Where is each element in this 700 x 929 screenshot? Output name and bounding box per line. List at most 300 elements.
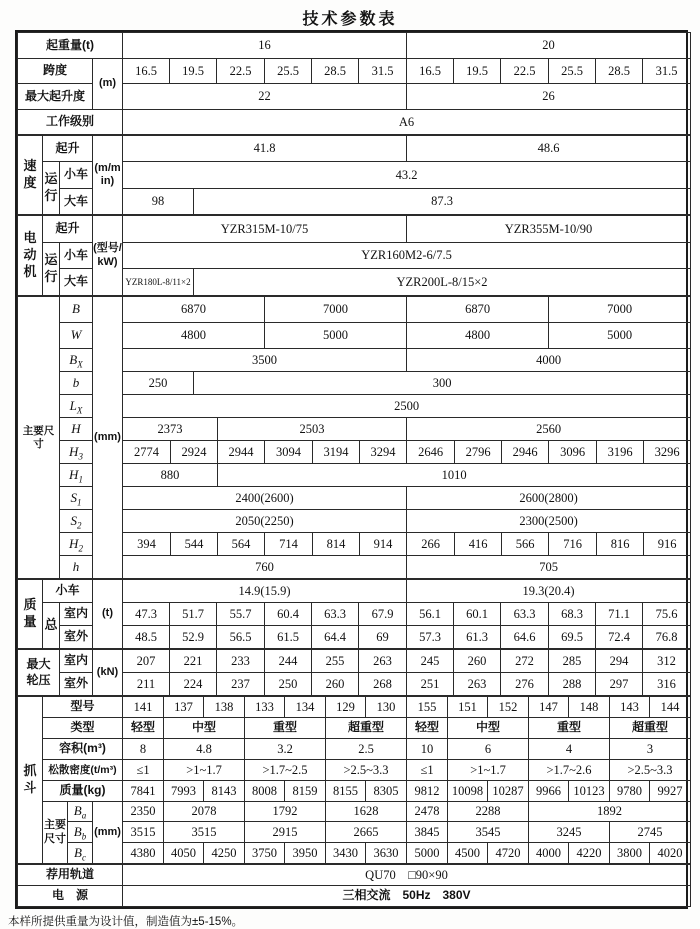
cell: 22 — [123, 84, 407, 110]
cell: 211 — [123, 673, 170, 696]
cell: 268 — [359, 673, 407, 696]
table-row — [18, 297, 691, 323]
cell: 2600(2800) — [407, 487, 691, 510]
label-duty-class: 工作级别 — [18, 110, 123, 135]
table-row — [18, 59, 691, 84]
label: 轻型 — [123, 718, 164, 739]
cell: 237 — [217, 673, 265, 696]
cell: 263 — [454, 673, 501, 696]
band-capacity-span — [17, 32, 691, 135]
unit-mm: (mm) — [93, 297, 123, 579]
cell: 2944 — [218, 441, 265, 464]
label-travel: 运行 — [43, 243, 60, 296]
spec-table — [15, 30, 688, 909]
cell: 155 — [407, 697, 448, 718]
cell: 266 — [407, 533, 455, 556]
cell: 10287 — [488, 781, 529, 802]
label-dim-B: B — [60, 297, 93, 323]
cell: >2.5~3.3 — [610, 760, 691, 781]
table-row — [18, 136, 691, 162]
cell: 56.5 — [217, 626, 265, 649]
cell: 51.7 — [170, 603, 217, 626]
value-power: 三相交流 50Hz 380V — [123, 886, 691, 907]
cell: 1892 — [529, 802, 691, 822]
cell: 880 — [123, 464, 218, 487]
cell: 2796 — [455, 441, 502, 464]
cell: 8155 — [326, 781, 366, 802]
cell: 2774 — [123, 441, 171, 464]
cell: 221 — [170, 650, 217, 673]
symbol-subscript: c — [81, 852, 86, 863]
cell: 31.5 — [359, 59, 407, 84]
symbol-base: S — [70, 512, 77, 528]
cell: 4000 — [529, 843, 569, 864]
cell: >1.7~2.5 — [245, 760, 326, 781]
cell: 8143 — [204, 781, 245, 802]
cell: 251 — [407, 673, 454, 696]
label-hoisting: 起升 — [43, 216, 93, 243]
cell: 7841 — [123, 781, 164, 802]
label: 轻型 — [407, 718, 448, 739]
cell: 2665 — [326, 822, 407, 843]
cell: 6870 — [123, 297, 265, 323]
cell: 63.3 — [501, 603, 549, 626]
label-power-supply: 电 源 — [18, 886, 123, 907]
label-outdoor: 室外 — [60, 626, 93, 649]
cell: 26 — [407, 84, 691, 110]
cell: 4050 — [164, 843, 204, 864]
symbol-base: B — [69, 351, 78, 367]
cell: 16.5 — [407, 59, 454, 84]
cell: 4000 — [407, 349, 691, 372]
cell: 2946 — [502, 441, 549, 464]
cell: 55.7 — [217, 603, 265, 626]
cell: 19.5 — [454, 59, 501, 84]
cell: 245 — [407, 650, 454, 673]
symbol-subscript: 1 — [77, 497, 82, 508]
label-dim-Bc — [68, 843, 93, 864]
cell: 272 — [501, 650, 549, 673]
cell: 138 — [204, 697, 245, 718]
cell: 141 — [123, 697, 164, 718]
label-dim-Ba — [68, 802, 93, 822]
cell: 2915 — [245, 822, 326, 843]
label-dim-Bb — [68, 822, 93, 843]
cell: 9812 — [407, 781, 448, 802]
cell: 394 — [123, 533, 171, 556]
cell: 2.5 — [326, 739, 407, 760]
unit-m-min: (m/min) — [93, 136, 123, 215]
unit-model-kw: (型号/kW) — [93, 216, 123, 296]
cell: 22.5 — [217, 59, 265, 84]
symbol-subscript: 2 — [77, 520, 82, 531]
cell: 14.9(15.9) — [123, 580, 407, 603]
table-row — [18, 216, 691, 243]
cell: 3194 — [313, 441, 360, 464]
cell: 1628 — [326, 802, 407, 822]
page-title: 技术参数表 — [302, 11, 398, 28]
cell: 714 — [265, 533, 313, 556]
label-type: 类型 — [43, 718, 123, 739]
label-crane-travel: 大车 — [60, 189, 93, 215]
cell: 48.6 — [407, 136, 691, 162]
cell: A6 — [123, 110, 691, 135]
cell: 52.9 — [170, 626, 217, 649]
cell: 4.8 — [164, 739, 245, 760]
symbol-base: B — [73, 823, 82, 839]
cell: 5000 — [265, 323, 407, 349]
cell: 64.6 — [501, 626, 549, 649]
cell: >1~1.7 — [448, 760, 529, 781]
label-dim-Bx — [60, 349, 93, 372]
cell: 288 — [549, 673, 596, 696]
cell: 61.5 — [265, 626, 312, 649]
cell: 3430 — [326, 843, 366, 864]
cell: 244 — [265, 650, 312, 673]
table-row — [18, 33, 691, 59]
label-dim-H3 — [60, 441, 93, 464]
label-trolley: 小车 — [60, 162, 93, 189]
cell: 151 — [448, 697, 488, 718]
cell: 816 — [597, 533, 644, 556]
unit-kn: (kN) — [93, 650, 123, 696]
label-dim-b: b — [60, 372, 93, 395]
band-rail-power — [17, 864, 691, 907]
label-indoor: 室内 — [60, 603, 93, 626]
band-max-wheel-load — [17, 649, 691, 696]
cell: 19.3(20.4) — [407, 580, 691, 603]
cell: 134 — [285, 697, 326, 718]
cell: 3094 — [265, 441, 313, 464]
cell: 144 — [650, 697, 691, 718]
cell: 6 — [448, 739, 529, 760]
cell: 8 — [123, 739, 164, 760]
symbol-subscript: 3 — [78, 451, 83, 462]
cell: 152 — [488, 697, 529, 718]
cell: 300 — [194, 372, 691, 395]
cell: 76.8 — [643, 626, 691, 649]
cell: 7000 — [549, 297, 691, 323]
label-dim-W: W — [60, 323, 93, 349]
symbol-subscript: a — [81, 810, 87, 821]
cell: 3515 — [123, 822, 164, 843]
cell: 147 — [529, 697, 569, 718]
cell: 705 — [407, 556, 691, 579]
label-dim-H1 — [60, 464, 93, 487]
cell: 4020 — [650, 843, 691, 864]
cell: 69.5 — [549, 626, 596, 649]
band-mass — [17, 579, 691, 649]
band-motor — [17, 215, 691, 296]
cell: 3096 — [549, 441, 597, 464]
label-outdoor: 室外 — [60, 673, 93, 696]
symbol-subscript: 2 — [78, 543, 83, 554]
cell: 3296 — [644, 441, 691, 464]
cell: ≤1 — [407, 760, 448, 781]
cell: 61.3 — [454, 626, 501, 649]
cell: 9966 — [529, 781, 569, 802]
cell: 10 — [407, 739, 448, 760]
label-dim-H: H — [60, 418, 93, 441]
cell: 3.2 — [245, 739, 326, 760]
cell: 2400(2600) — [123, 487, 407, 510]
label-dim-S1 — [60, 487, 93, 510]
cell: 416 — [455, 533, 502, 556]
unit-t: (t) — [93, 580, 123, 649]
table-row — [18, 718, 691, 739]
cell: 3 — [610, 739, 691, 760]
cell: 98 — [123, 189, 194, 215]
symbol-base: B — [73, 803, 82, 819]
table-row — [18, 650, 691, 673]
cell: 4 — [529, 739, 610, 760]
symbol-subscript: X — [76, 405, 83, 416]
label-indoor: 室内 — [60, 650, 93, 673]
cell: 67.9 — [359, 603, 407, 626]
symbol-base: S — [70, 489, 77, 505]
cell: 9780 — [610, 781, 650, 802]
cell: 3800 — [610, 843, 650, 864]
cell: 716 — [549, 533, 597, 556]
cell: >2.5~3.3 — [326, 760, 407, 781]
label: 超重型 — [610, 718, 691, 739]
cell: 60.1 — [454, 603, 501, 626]
band-speed — [17, 135, 691, 215]
label-recommended-rail: 荐用轨道 — [18, 865, 123, 886]
cell: YZR200L-8/15×2 — [194, 269, 691, 296]
cell: 2500 — [123, 395, 691, 418]
cell: 294 — [596, 650, 643, 673]
cell: 3515 — [164, 822, 245, 843]
cell: 56.1 — [407, 603, 454, 626]
cell: 276 — [501, 673, 549, 696]
label-bulk-density: 松散密度(t/m³) — [43, 760, 123, 781]
cell: 3950 — [285, 843, 326, 864]
cell: 4250 — [204, 843, 245, 864]
table-row — [18, 886, 691, 907]
label: 重型 — [245, 718, 326, 739]
cell: 2646 — [407, 441, 455, 464]
table-row — [18, 802, 691, 822]
cell: 3545 — [448, 822, 529, 843]
footnote: 本样所提供重量为设计值，制造值为±5-15%。 — [8, 916, 244, 928]
symbol-base: B — [74, 844, 82, 860]
cell: 28.5 — [596, 59, 643, 84]
cell: 2078 — [164, 802, 245, 822]
cell: 5000 — [549, 323, 691, 349]
band-grab — [17, 696, 691, 864]
cell: 914 — [360, 533, 407, 556]
symbol-base: H — [69, 443, 79, 459]
cell: 297 — [596, 673, 643, 696]
cell: 4800 — [123, 323, 265, 349]
cell: 16 — [123, 33, 407, 59]
cell: 57.3 — [407, 626, 454, 649]
cell: 2924 — [171, 441, 218, 464]
cell: 60.4 — [265, 603, 312, 626]
cell: 3245 — [529, 822, 610, 843]
label-span: 跨度 — [18, 59, 93, 84]
label-lifting-capacity: 起重量(t) — [18, 33, 123, 59]
cell: 25.5 — [549, 59, 596, 84]
label-max-lifting-height: 最大起升度 — [18, 84, 93, 110]
table-row — [18, 865, 691, 886]
cell: 19.5 — [170, 59, 217, 84]
cell: 28.5 — [312, 59, 359, 84]
cell: 43.2 — [123, 162, 691, 189]
cell: 143 — [610, 697, 650, 718]
label-max-wheel-load: 最大轮压 — [18, 650, 60, 696]
label-trolley: 小车 — [60, 243, 93, 269]
label-grab: 抓斗 — [18, 697, 43, 864]
cell: 68.3 — [549, 603, 596, 626]
cell: 2050(2250) — [123, 510, 407, 533]
cell: 1010 — [218, 464, 691, 487]
label: 中型 — [448, 718, 529, 739]
cell: 2288 — [448, 802, 529, 822]
cell: 20 — [407, 33, 691, 59]
symbol-subscript: 1 — [78, 474, 83, 485]
table-row — [18, 580, 691, 603]
cell: 2503 — [218, 418, 407, 441]
cell: 250 — [265, 673, 312, 696]
label-dim-H2 — [60, 533, 93, 556]
cell: 2745 — [610, 822, 691, 843]
cell: 2373 — [123, 418, 218, 441]
cell: 7000 — [265, 297, 407, 323]
symbol-base: H — [69, 466, 79, 482]
cell: 564 — [218, 533, 265, 556]
cell: 255 — [312, 650, 359, 673]
cell: 47.3 — [123, 603, 170, 626]
cell: 3196 — [597, 441, 644, 464]
label: 重型 — [529, 718, 610, 739]
label-grab-dimensions: 主要尺寸 — [43, 802, 68, 864]
cell: 3845 — [407, 822, 448, 843]
cell: 3500 — [123, 349, 407, 372]
cell: 3294 — [360, 441, 407, 464]
cell: 10098 — [448, 781, 488, 802]
cell: 4220 — [569, 843, 610, 864]
cell: 7993 — [164, 781, 204, 802]
label-dim-h: h — [60, 556, 93, 579]
cell: 69 — [359, 626, 407, 649]
cell: 2300(2500) — [407, 510, 691, 533]
cell: 2350 — [123, 802, 164, 822]
cell: ≤1 — [123, 760, 164, 781]
symbol-subscript: b — [81, 831, 87, 842]
cell: 8305 — [366, 781, 407, 802]
cell: 8008 — [245, 781, 285, 802]
symbol-base: H — [69, 535, 79, 551]
cell: 22.5 — [501, 59, 549, 84]
cell: 129 — [326, 697, 366, 718]
table-row — [18, 760, 691, 781]
label-model: 型号 — [43, 697, 123, 718]
cell: 207 — [123, 650, 170, 673]
cell: 4380 — [123, 843, 164, 864]
label-volume: 容积(m³) — [43, 739, 123, 760]
cell: 2478 — [407, 802, 448, 822]
label: 超重型 — [326, 718, 407, 739]
cell: YZR160M2-6/7.5 — [123, 243, 691, 269]
cell: 4720 — [488, 843, 529, 864]
unit-m: (m) — [93, 59, 123, 110]
symbol-base: L — [69, 397, 77, 413]
cell: 4800 — [407, 323, 549, 349]
label-hoisting: 起升 — [43, 136, 93, 162]
label-travel: 运行 — [43, 162, 60, 215]
cell: 250 — [123, 372, 194, 395]
cell: 71.1 — [596, 603, 643, 626]
cell: 316 — [643, 673, 691, 696]
cell: YZR180L-8/11×2 — [123, 269, 194, 296]
cell: 6870 — [407, 297, 549, 323]
cell: 2560 — [407, 418, 691, 441]
table-row — [18, 739, 691, 760]
cell: YZR315M-10/75 — [123, 216, 407, 243]
cell: 3750 — [245, 843, 285, 864]
cell: 64.4 — [312, 626, 359, 649]
cell: 814 — [313, 533, 360, 556]
cell: 312 — [643, 650, 691, 673]
label-dim-Lx — [60, 395, 93, 418]
cell: 133 — [245, 697, 285, 718]
cell: 224 — [170, 673, 217, 696]
cell: 72.4 — [596, 626, 643, 649]
cell: 16.5 — [123, 59, 170, 84]
label-total: 总 — [43, 603, 60, 649]
label-crane-travel: 大车 — [60, 269, 93, 296]
label-trolley: 小车 — [43, 580, 93, 603]
cell: 48.5 — [123, 626, 170, 649]
cell: 260 — [454, 650, 501, 673]
label-motor: 电动机 — [18, 216, 43, 296]
label-dim-S2 — [60, 510, 93, 533]
cell: 63.3 — [312, 603, 359, 626]
cell: 4500 — [448, 843, 488, 864]
cell: 25.5 — [265, 59, 312, 84]
value-rail: QU70 □90×90 — [123, 865, 691, 886]
band-main-dimensions — [17, 296, 691, 579]
cell: 566 — [502, 533, 549, 556]
cell: 233 — [217, 650, 265, 673]
cell: 8159 — [285, 781, 326, 802]
cell: 5000 — [407, 843, 448, 864]
unit-mm: (mm) — [93, 802, 123, 864]
cell: 9927 — [650, 781, 691, 802]
cell: 41.8 — [123, 136, 407, 162]
label-mass: 质量 — [18, 580, 43, 649]
table-row — [18, 781, 691, 802]
cell: 130 — [366, 697, 407, 718]
cell: 137 — [164, 697, 204, 718]
table-row — [18, 110, 691, 135]
cell: >1~1.7 — [164, 760, 245, 781]
cell: 10123 — [569, 781, 610, 802]
cell: 285 — [549, 650, 596, 673]
cell: 260 — [312, 673, 359, 696]
label-main-dimensions: 主要尺寸 — [18, 297, 60, 579]
cell: 544 — [171, 533, 218, 556]
cell: 760 — [123, 556, 407, 579]
label: 中型 — [164, 718, 245, 739]
cell: 75.6 — [643, 603, 691, 626]
cell: 916 — [644, 533, 691, 556]
cell: YZR355M-10/90 — [407, 216, 691, 243]
symbol-subscript: X — [77, 359, 83, 370]
table-row — [18, 697, 691, 718]
